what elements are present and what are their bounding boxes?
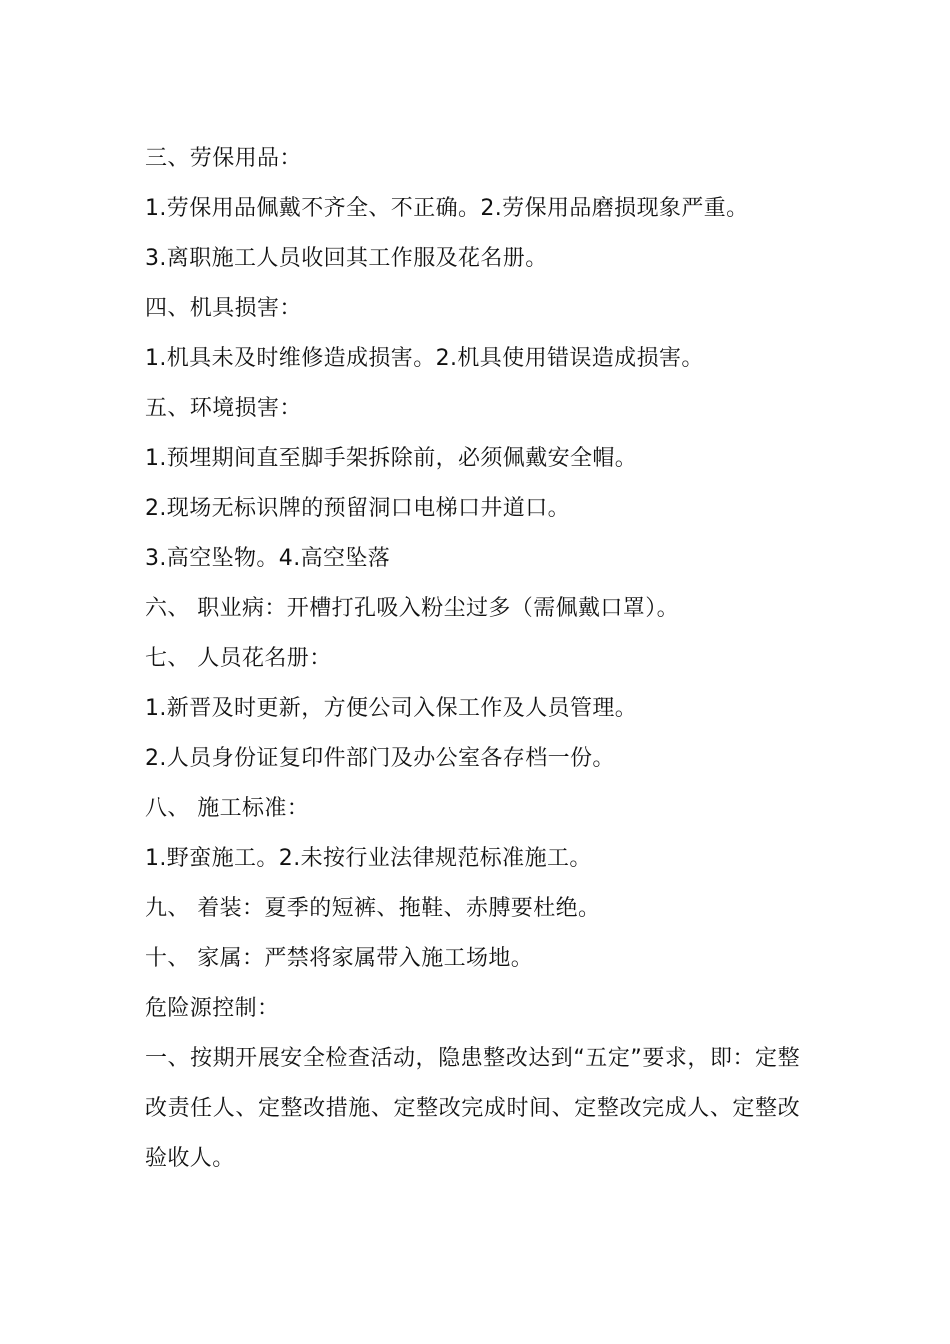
roster-item-1: 1.新晋及时更新，方便公司入保工作及人员管理。 <box>145 696 638 721</box>
environment-item-3-4: 3.高空坠物。4.高空坠落 <box>145 546 391 571</box>
section-family-members: 十、 家属：严禁将家属带入施工场地。 <box>145 946 534 971</box>
environment-item-2: 2.现场无标识牌的预留洞口电梯口井道口。 <box>145 496 570 521</box>
section-heading-equipment-damage: 四、机具损害： <box>145 296 302 321</box>
section-heading-construction-standard: 八、 施工标准： <box>145 796 310 821</box>
equipment-damage-items: 1.机具未及时维修造成损害。2.机具使用错误造成损害。 <box>145 346 704 371</box>
hazard-control-paragraph-1: 一、按期开展安全检查活动，隐患整改达到“五定”要求，即：定整改责任人、定整改措施、定整改完成时间、定整改完成人、定整改验收人。 <box>145 1046 800 1171</box>
ppe-item-3: 3.离职施工人员收回其工作服及花名册。 <box>145 246 548 271</box>
section-occupational-disease: 六、 职业病：开槽打孔吸入粉尘过多（需佩戴口罩）。 <box>145 596 679 621</box>
construction-standard-items: 1.野蛮施工。2.未按行业法律规范标准施工。 <box>145 846 592 871</box>
section-heading-environment-damage: 五、环境损害： <box>145 396 302 421</box>
section-attire: 九、 着装：夏季的短裤、拖鞋、赤膊要杜绝。 <box>145 896 601 921</box>
heading-hazard-control: 危险源控制： <box>145 996 280 1021</box>
environment-item-1: 1.预埋期间直至脚手架拆除前，必须佩戴安全帽。 <box>145 446 638 471</box>
section-heading-personnel-roster: 七、 人员花名册： <box>145 646 332 671</box>
roster-item-2: 2.人员身份证复印件部门及办公室各存档一份。 <box>145 746 615 771</box>
section-heading-ppe: 三、劳保用品： <box>145 146 302 171</box>
ppe-item-1-2: 1.劳保用品佩戴不齐全、不正确。2.劳保用品磨损现象严重。 <box>145 196 749 221</box>
